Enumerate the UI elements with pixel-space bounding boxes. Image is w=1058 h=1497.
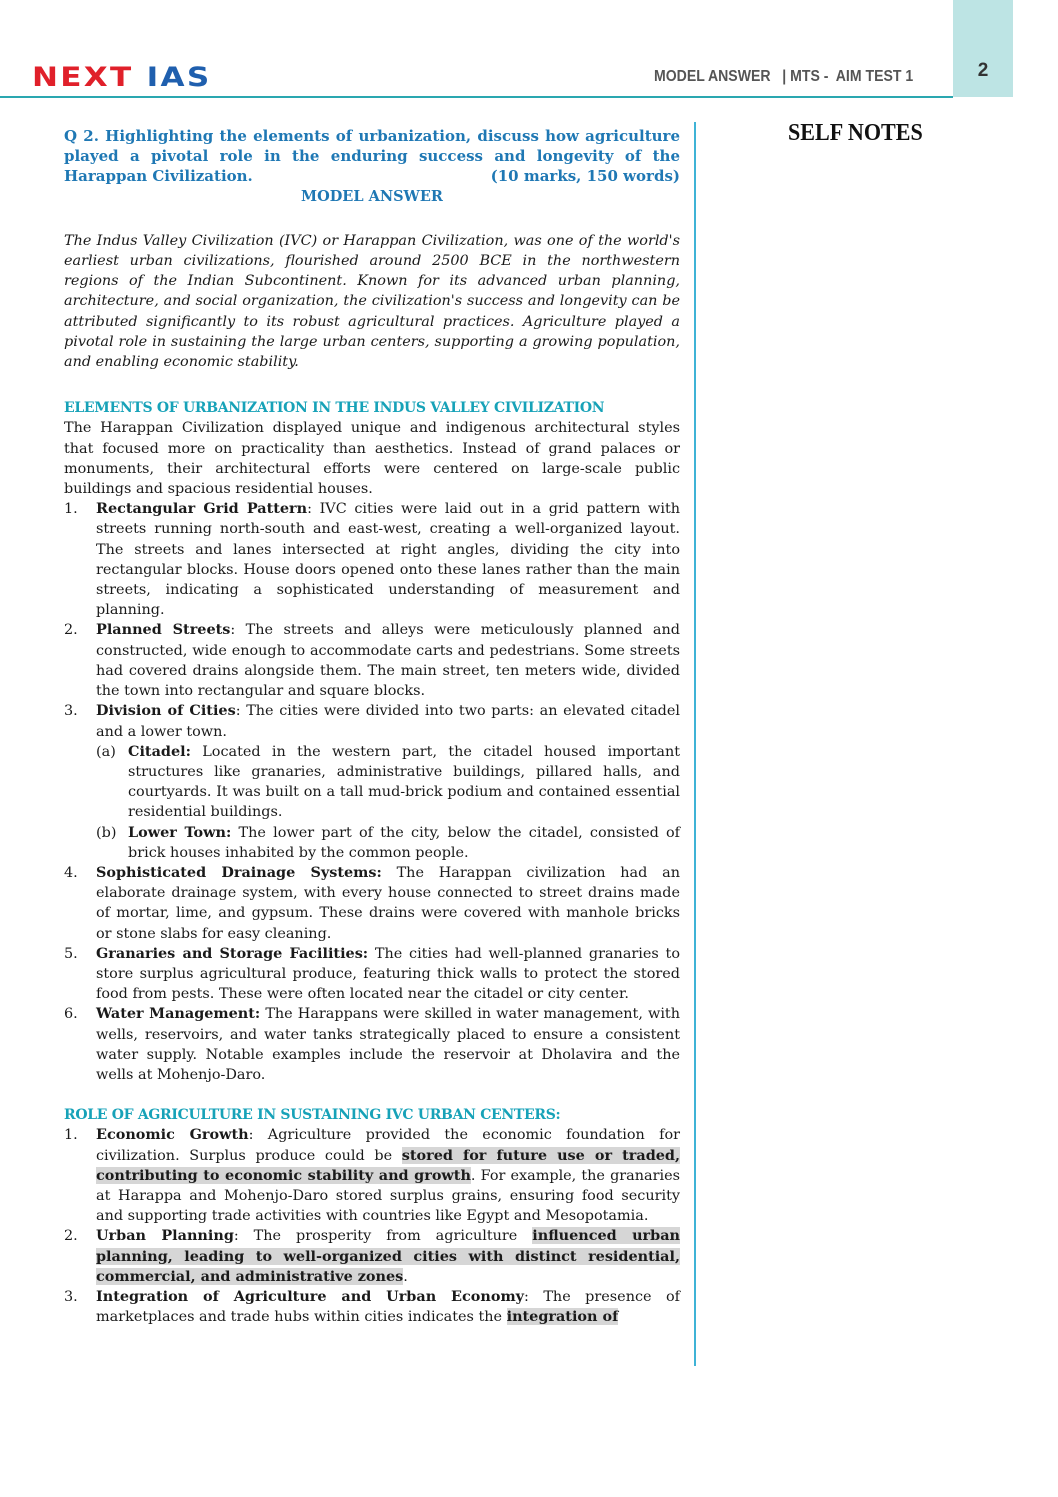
item-text: : The prosperity from agriculture — [233, 1228, 533, 1245]
next-ias-logo: NEXT IAS — [32, 62, 212, 93]
sub-item — [96, 823, 680, 863]
page-number-box — [953, 0, 1013, 97]
header-title: MODEL ANSWER | MTS - AIM TEST 1 — [654, 68, 914, 85]
item-number: 2. — [64, 1228, 78, 1245]
item-text: : The cities were divided into two parts: an elevated citadel and a lower town. — [96, 703, 681, 740]
main-column — [64, 126, 680, 1327]
item-title: Economic Growth — [96, 1126, 249, 1144]
item-title: Water Management: — [96, 1005, 261, 1023]
item-text: : IVC cities were laid out in a grid pattern with streets running north-south and east-west, creating a well-organized layout. The streets and lanes intersected at right angles, dividing the city into rectangular blocks. House doors opened onto these lanes rather than the main streets, indicating a sophisticated understanding of measurement and planning. — [96, 501, 681, 619]
item-text: The Harappan civilization had an elaborate drainage system, with every house connected to street drains made of mortar, lime, and gypsum. These drains were covered with manhole bricks or stone slabs for easy cleaning. — [96, 864, 680, 942]
item-title: Sophisticated Drainage Systems: — [96, 863, 382, 881]
list-item — [64, 620, 680, 701]
header-divider — [0, 96, 953, 98]
list-item — [64, 1004, 680, 1085]
column-divider — [694, 122, 696, 1366]
list-item — [64, 1287, 680, 1327]
highlighted-text: influenced urban planning, leading to well-organized cities with distinct residential, commercial, and administrative zones — [96, 1227, 680, 1285]
list-item — [64, 499, 680, 620]
self-notes-heading: SELF NOTES — [788, 120, 923, 146]
item-number: 3. — [64, 703, 78, 720]
item-title: Lower Town: — [128, 823, 232, 841]
model-answer-label: MODEL ANSWER — [301, 187, 443, 205]
sub-item — [96, 742, 680, 823]
question — [64, 126, 680, 187]
section1-list — [64, 499, 680, 1085]
list-item — [64, 701, 680, 863]
page-number: 2 — [977, 60, 989, 81]
item-text: . For example, the granaries at Harappa and Mohenjo-Daro stored surplus grains, ensuring food security and supporting trade activities with countries like Egypt and Mesopotamia. — [96, 1167, 680, 1225]
list-item — [64, 944, 680, 1005]
item-number: 2. — [64, 622, 78, 639]
section1-heading: ELEMENTS OF URBANIZATION IN THE INDUS VALLEY CIVILIZATION — [64, 400, 605, 417]
item-title: Division of Cities — [96, 702, 236, 720]
item-text: : The streets and alleys were meticulously planned and constructed, wide enough to accommodate carts and pedestrians. Some streets had covered drains alongside them. The main street, ten meters wide, divided the town into rectangular and square blocks. — [96, 622, 680, 700]
item-text: The cities had well-planned granaries to store surplus agricultural produce, featuring thick walls to protect the stored food from pests. These were often located near the citadel or city center. — [96, 945, 681, 1003]
item-number: 1. — [64, 501, 78, 518]
item-title: Planned Streets — [96, 621, 231, 639]
list-item — [64, 863, 680, 944]
item-number: 5. — [64, 945, 78, 962]
intro-paragraph: The Indus Valley Civilization (IVC) or Harappan Civilization, was one of the world's earliest urban civilizations, flourished around 2500 BCE in the northwestern regions of the Indian Subcontinent. Known for its advanced urban planning, architecture, and social organization, the civilization's success and longevity can be attributed significantly to its robust agricultural practices. Agriculture played a pivotal role in sustaining the large urban centers, supporting a growing population, and enabling economic stability. — [64, 232, 680, 371]
item-title: Citadel: — [128, 742, 191, 760]
list-item — [64, 1125, 680, 1226]
question-marks: (10 marks, 150 words) — [490, 167, 680, 186]
list-item — [64, 1226, 680, 1287]
item-text: Located in the western part, the citadel housed important structures like granaries, administrative buildings, pillared halls, and courtyards. It was built on a tall mud-brick podium and contained essential residential buildings. — [128, 743, 680, 821]
item-text: The Harappans were skilled in water management, with wells, reservoirs, and water tanks strategically placed to ensure a consistent water supply. Notable examples include the reservoir at Dholavira and the wells at Mohenjo-Daro. — [96, 1006, 680, 1083]
item-number: 4. — [64, 864, 78, 881]
item-number: 3. — [64, 1288, 78, 1305]
item-number: (a) — [96, 743, 116, 760]
item-text: The lower part of the city, below the citadel, consisted of brick houses inhabited by the common people. — [128, 824, 681, 861]
item-text: : The presence of marketplaces and trade hubs within cities indicates the — [96, 1288, 680, 1326]
section2-list — [64, 1125, 680, 1327]
highlighted-text: integration of — [506, 1308, 619, 1326]
item-number: (b) — [96, 824, 117, 841]
item-title: Integration of Agriculture and Urban Economy — [96, 1287, 525, 1305]
item-text: : Agriculture provided the economic foundation for civilization. Surplus produce could be — [96, 1127, 680, 1164]
section1-paragraph: The Harappan Civilization displayed unique and indigenous architectural styles that focused more on practicality than aesthetics. Instead of grand palaces or monuments, their architectural efforts were centered on large-scale public buildings and spacious residential houses. — [64, 420, 680, 498]
item-number: 6. — [64, 1006, 78, 1023]
item-text: . — [403, 1268, 408, 1285]
item-number: 1. — [64, 1127, 78, 1144]
item-title: Urban Planning — [96, 1227, 234, 1245]
highlighted-text: stored for future use or traded, contributing to economic stability and growth — [96, 1146, 680, 1184]
item-title: Granaries and Storage Facilities: — [96, 944, 369, 962]
item-title: Rectangular Grid Pattern — [96, 500, 308, 518]
section2-heading: ROLE OF AGRICULTURE IN SUSTAINING IVC URBAN CENTERS: — [64, 1107, 561, 1124]
question-text: Q 2. Highlighting the elements of urbanization, discuss how agriculture played a pivotal role in the enduring success and longevity of the Harappan Civilization. — [64, 127, 680, 186]
